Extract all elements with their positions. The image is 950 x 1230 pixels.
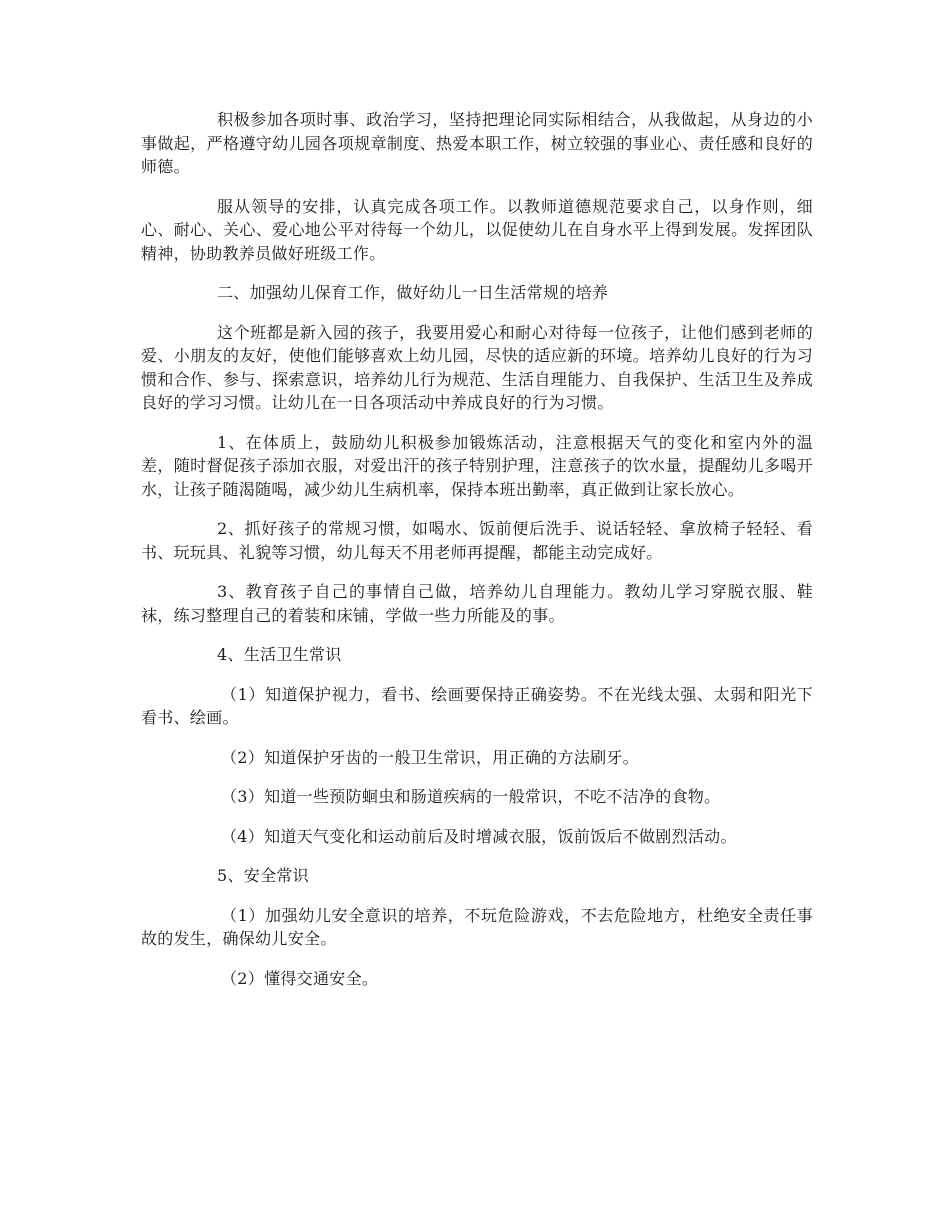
section-heading-care-work: 二、加强幼儿保育工作，做好幼儿一日生活常规的培养 [217, 283, 609, 302]
paragraph-hygiene-1: （1）知道保护视力，看书、绘画要保持正确姿势。不在光线太强、太弱和阳光下看书、绘画。 [141, 684, 813, 727]
paragraph-safety-2: （2）懂得交通安全。 [221, 968, 379, 988]
document-page [141, 108, 813, 990]
paragraph-political-study: 积极参加各项时事、政治学习，坚持把理论同实际相结合，从我做起，从身边的小事做起，严格遵守幼儿园各项规章制度、热爱本职工作，树立较强的事业心、责任感和良好的师德。 [141, 110, 813, 176]
paragraph-hygiene-3: （3）知道一些预防蛔虫和肠道疾病的一般常识，不吃不洁净的食物。 [221, 787, 721, 806]
paragraph-item-3-self-care: 3、教育孩子自己的事情自己做，培养幼儿自理能力。教幼儿学习穿脱衣服、鞋袜，练习整理自己的着装和床铺，学做一些力所能及的事。 [141, 582, 813, 625]
paragraph-item-4-hygiene-heading: 4、生活卫生常识 [217, 645, 342, 664]
paragraph-item-1-physique: 1、在体质上，鼓励幼儿积极参加锻炼活动，注意根据天气的变化和室内外的温差，随时督促孩子添加衣服，对爱出汗的孩子特别护理，注意孩子的饮水量，提醒幼儿多喝开水，让孩子随渴随喝，减少幼儿生病机率，保持本班出勤率，真正做到让家长放心。 [141, 432, 813, 499]
paragraph-hygiene-4: （4）知道天气变化和运动前后及时增减衣服，饭前饭后不做剧烈活动。 [221, 826, 737, 846]
paragraph-new-class: 这个班都是新入园的孩子，我要用爱心和耐心对待每一位孩子，让他们感到老师的爱、小朋友的友好，使他们能够喜欢上幼儿园，尽快的适应新的环境。培养幼儿良好的行为习惯和合作、参与、探索意识，培养幼儿行为规范、生活自理能力、自我保护、生活卫生及养成良好的学习习惯。让幼儿在一日各项活动中养成良好的行为习惯。 [141, 322, 813, 412]
paragraph-item-2-habits: 2、抓好孩子的常规习惯，如喝水、饭前便后洗手、说话轻轻、拿放椅子轻轻、看书、玩玩具、礼貌等习惯，幼儿每天不用老师再提醒，都能主动完成好。 [141, 519, 813, 562]
paragraph-hygiene-2: （2）知道保护牙齿的一般卫生常识，用正确的方法刷牙。 [221, 747, 639, 767]
paragraph-safety-1: （1）加强幼儿安全意识的培养，不玩危险游戏，不去危险地方，杜绝安全责任事故的发生，确保幼儿安全。 [141, 905, 813, 948]
paragraph-obey-leadership: 服从领导的安排，认真完成各项工作。以教师道德规范要求自己，以身作则，细心、耐心、关心、爱心地公平对待每一个幼儿，以促使幼儿在自身水平上得到发展。发挥团队精神，协助教养员做好班级工作。 [141, 196, 813, 263]
paragraph-item-5-safety-heading: 5、安全常识 [217, 866, 309, 885]
